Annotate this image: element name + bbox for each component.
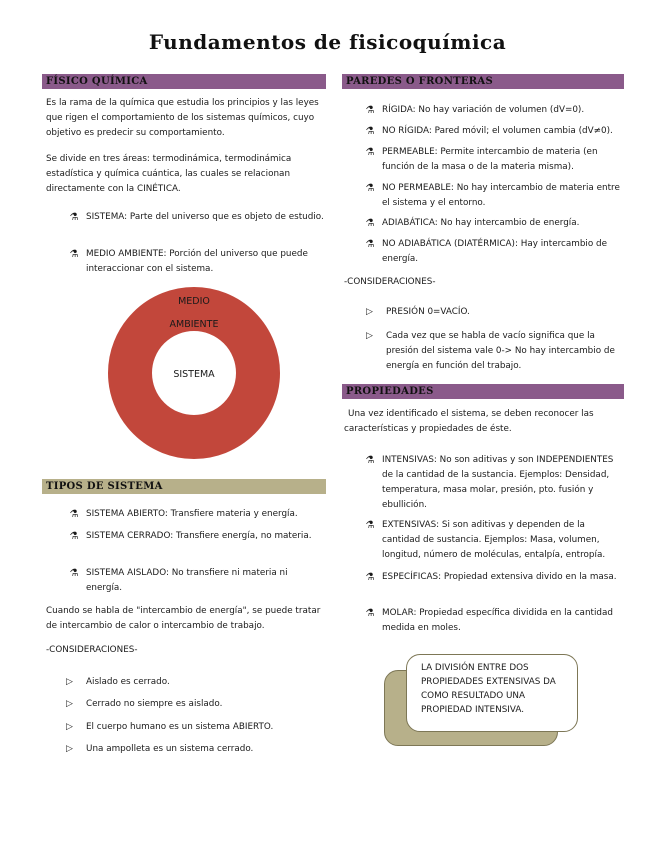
system-environment-diagram — [108, 287, 280, 459]
bullet-abierto: ⚗ SISTEMA ABIERTO: Transfiere materia y energía. — [69, 509, 298, 520]
flask-icon: ⚗ — [365, 608, 375, 619]
triangle-arrow-icon: ▷ — [66, 677, 73, 687]
flask-icon: ⚗ — [365, 218, 375, 229]
triangle-arrow-icon: ▷ — [366, 331, 373, 341]
bullet-adiabatica: ⚗ ADIABÁTICA: No hay intercambio de energía. — [365, 218, 580, 229]
flask-icon: ⚗ — [69, 568, 79, 579]
bullet-no-rigida: ⚗ NO RÍGIDA: Pared móvil; el volumen cambia (dV≠0). — [365, 126, 613, 137]
flask-icon: ⚗ — [365, 147, 375, 158]
flask-icon: ⚗ — [69, 212, 79, 223]
flask-icon: ⚗ — [365, 105, 375, 116]
consideration-item: ▷ Cerrado no siempre es aislado. — [86, 697, 316, 712]
flask-icon: ⚗ — [69, 509, 79, 520]
bullet-rigida: ⚗ RÍGIDA: No hay variación de volumen (dV=0). — [365, 105, 585, 116]
bullet-medio-ambiente: ⚗ MEDIO AMBIENTE: Porción del universo que puede interaccionar con el sistema. — [69, 249, 308, 274]
flask-icon: ⚗ — [365, 239, 375, 250]
page-title: Fundamentos de fisicoquímica — [148, 30, 507, 54]
bullet-molar: ⚗ MOLAR: Propiedad específica dividida en la cantidad medida en moles. — [365, 608, 613, 633]
flask-icon: ⚗ — [69, 249, 79, 260]
consideration-item: ▷ Aislado es cerrado. — [86, 675, 316, 690]
note-box: LA DIVISIÓN ENTRE DOS PROPIEDADES EXTENSIVAS DA COMO RESULTADO UNA PROPIEDAD INTENSIVA. — [406, 654, 578, 732]
flask-icon: ⚗ — [365, 183, 375, 194]
paragraph-intercambio: Cuando se habla de "intercambio de energía", se puede tratar de intercambio de calor o intercambio de trabajo. — [46, 606, 321, 631]
paragraph-definition: Es la rama de la química que estudia los principios y las leyes que rigen el comportamiento de los sistemas químicos, cuyo objetivo es predecir su comportamiento. — [46, 98, 319, 138]
section-heading-propiedades: PROPIEDADES — [342, 384, 624, 399]
section-heading-fisicoquimica: FÍSICO QUÍMICA — [42, 74, 326, 89]
diagram-label-sistema: SISTEMA — [173, 369, 215, 380]
bullet-sistema: ⚗ SISTEMA: Parte del universo que es objeto de estudio. — [69, 212, 324, 223]
bullet-extensivas: ⚗ EXTENSIVAS: Si son aditivas y dependen de la cantidad de sustancia. Ejemplos: Masa, volumen, longitud, número de moléculas, entalpía, entropía. — [365, 520, 606, 560]
section-heading-paredes: PAREDES O FRONTERAS — [342, 74, 624, 89]
section-heading-tipos: TIPOS DE SISTEMA — [42, 479, 326, 494]
considerations-label-right: -CONSIDERACIONES- — [344, 277, 436, 287]
flask-icon: ⚗ — [365, 455, 375, 466]
consideration-item: ▷ Una ampolleta es un sistema cerrado. — [86, 742, 316, 757]
bullet-aislado: ⚗ SISTEMA AISLADO: No transfiere ni materia ni energía. — [69, 568, 288, 593]
consideration-item: ▷ Cada vez que se habla de vacío significa que la presión del sistema vale 0-> No hay intercambio de energía en función del trabajo. — [366, 331, 615, 371]
flask-icon: ⚗ — [365, 126, 375, 137]
flask-icon: ⚗ — [69, 531, 79, 542]
triangle-arrow-icon: ▷ — [66, 722, 73, 732]
bullet-permeable: ⚗ PERMEABLE: Permite intercambio de materia (en función de la masa o de la materia misma). — [365, 147, 598, 172]
diagram-label-medio: MEDIO — [178, 296, 210, 307]
bullet-cerrado: ⚗ SISTEMA CERRADO: Transfiere energía, no materia. — [69, 531, 312, 542]
considerations-label-left: -CONSIDERACIONES- — [46, 645, 138, 655]
triangle-arrow-icon: ▷ — [66, 699, 73, 709]
bullet-no-permeable: ⚗ NO PERMEABLE: No hay intercambio de materia entre el sistema y el entorno. — [365, 183, 620, 208]
triangle-arrow-icon: ▷ — [66, 744, 73, 754]
paragraph-propiedades-intro: Una vez identificado el sistema, se deben reconocer las características y propiedades de éste. — [344, 409, 594, 434]
flask-icon: ⚗ — [365, 572, 375, 583]
paragraph-areas: Se divide en tres áreas: termodinámica, termodinámica estadística y química cuántica, las cuales se relacionan directamente con la CINÉTICA. — [46, 154, 292, 194]
triangle-arrow-icon: ▷ — [366, 307, 373, 317]
bullet-no-adiabatica: ⚗ NO ADIABÁTICA (DIATÉRMICA): Hay intercambio de energía. — [365, 239, 608, 264]
bullet-intensivas: ⚗ INTENSIVAS: No son aditivas y son INDEPENDIENTES de la cantidad de la sustancia. Ejemplos: Densidad, temperatura, masa molar, presión, pto. fusión y ebullición. — [365, 455, 614, 510]
consideration-item: ▷ El cuerpo humano es un sistema ABIERTO. — [86, 720, 316, 735]
bullet-especificas: ⚗ ESPECÍFICAS: Propiedad extensiva divido en la masa. — [365, 572, 617, 583]
consideration-item: ▷ PRESIÓN 0=VACÍO. — [386, 305, 622, 320]
flask-icon: ⚗ — [365, 520, 375, 531]
diagram-label-ambiente: AMBIENTE — [169, 319, 219, 330]
